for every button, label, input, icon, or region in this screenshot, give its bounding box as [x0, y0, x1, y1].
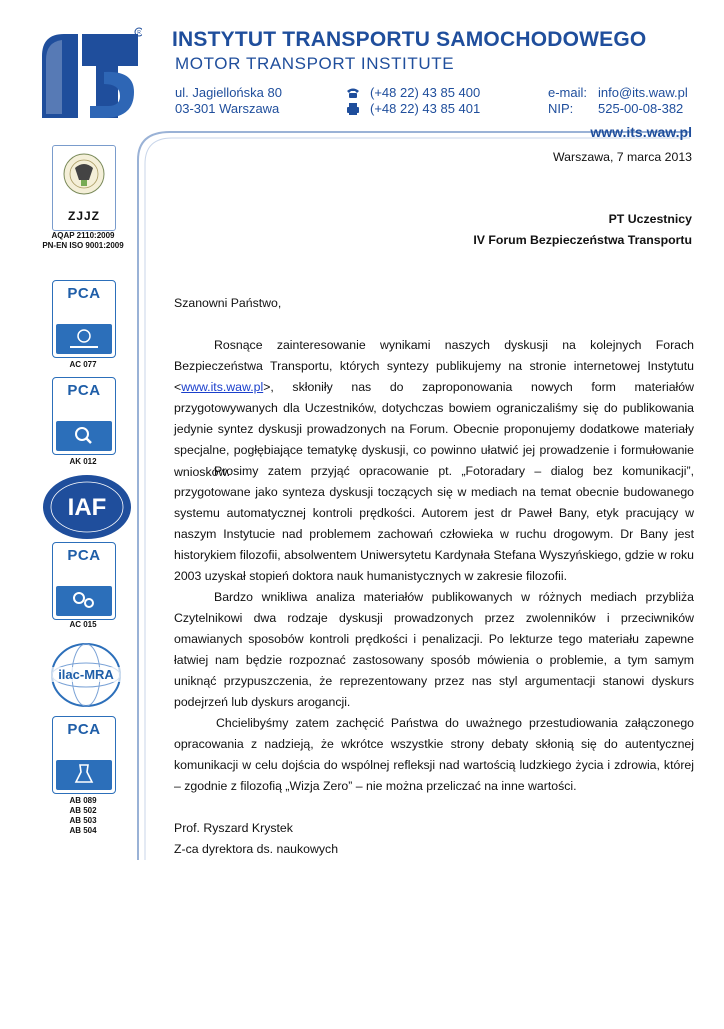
- pca-1-code: AC 077: [69, 360, 97, 369]
- standard-aqap: AQAP 2110:2009: [51, 231, 115, 240]
- pca-certificate-badge: [52, 377, 116, 455]
- iaf-badge: [42, 474, 132, 540]
- signature-title: Z-ca dyrektora ds. naukowych: [174, 842, 339, 856]
- pca-2-code: AK 012: [69, 457, 97, 466]
- lab-flask-icon: [56, 760, 112, 790]
- pca-4-code-2: AB 502: [69, 806, 97, 815]
- paragraph-3: Bardzo wnikliwa analiza materiałów publikowanych w różnych mediach przybliża Czytelnikowi dwa rodzaje dyskusji prowadzonych przez zwolenników i przeciwników omawianych sposobów kontroli prędkości i penalizacji. Po lekturze tego materiału zapewne łatwiej nam będzie rozpoznać zastosowany sposób mówienia o problemie, a tym samym uniknąć przypuszczenia, że reprezentowany przez nas styl argumentacji stanowi dyskurs podejrzeń lub dyskurs arogancji.: [174, 590, 694, 710]
- pca-label: PCA: [67, 547, 101, 564]
- website-inline-link[interactable]: www.its.waw.pl: [181, 380, 264, 395]
- institute-name-en: MOTOR TRANSPORT INSTITUTE: [175, 54, 455, 73]
- phone-icon: [346, 87, 360, 99]
- pca-label: PCA: [67, 721, 101, 738]
- pca-certificate-badge: [52, 542, 116, 620]
- ilac-label: ilac-MRA: [50, 667, 122, 682]
- institute-name-pl: INSTYTUT TRANSPORTU SAMOCHODOWEGO: [172, 28, 647, 51]
- magnifier-icon: [56, 421, 112, 451]
- its-logo: [38, 26, 142, 118]
- letter-date: Warszawa, 7 marca 2013: [553, 150, 692, 164]
- paragraph-2: Prosimy zatem przyjąć opracowanie pt. „Fotoradary – dialog bez komunikacji”, przygotowane jako synteza dyskusji toczących się w mediach na temat obecnie budowanego systemu automatycznej kontroli prędkości. Autorem jest dr Paweł Bany, etyk pracujący w naszym Instytucie nad problemem zachowań człowieka w ruchu drogowym. Dr Bany jest historykiem filozofii, absolwentem Uniwersytetu Kardynała Stefana Wyszyńskiego, gdzie w roku 2003 uzyskał stopień doktora nauk humanistycznych w zakresie filozofii.: [174, 464, 694, 584]
- email-value[interactable]: info@its.waw.pl: [598, 85, 688, 100]
- zjz-label: ZJJZ: [67, 209, 100, 223]
- phone-number: (+48 22) 43 85 400: [370, 85, 481, 100]
- certificate-seal-icon: [56, 324, 112, 354]
- paragraph-1-intro: Rosnące zainteresowanie wynikami naszych dyskusji na kolejnych Forach Bezpieczeństwa Transportu, których syntezy publikujemy na stronie internetowej Instytutu <: [174, 338, 694, 395]
- pca-3-code: AC 015: [69, 620, 97, 629]
- pca-4-code-3: AB 503: [69, 816, 97, 825]
- pca-certificate-badge: [52, 280, 116, 358]
- address-line-1: ul. Jagiellońska 80: [175, 85, 282, 100]
- email-label: e-mail:: [548, 85, 588, 100]
- nip-value: 525-00-08-382: [598, 101, 684, 116]
- zjz-certificate-badge: [52, 145, 116, 231]
- eagle-emblem-icon: [53, 146, 115, 206]
- address-line-2: 03-301 Warszawa: [175, 101, 280, 116]
- paragraph-4: Chcielibyśmy zatem zachęcić Państwa do uważnego przestudiowania załączonego opracowania z nadzieją, że wkrótce wszystkie strony debaty skłonią się do autentycznej komunikacji w celu dojścia do wspólnej refleksji nad wartością ludzkiego życia i zdrowia, której – zgodnie z filozofią „Wizja Zero” – nie można przeliczać na inne wartości.: [174, 716, 694, 794]
- nip-label: NIP:: [548, 101, 574, 116]
- salutation: Szanowni Państwo,: [174, 296, 282, 310]
- fax-number: (+48 22) 43 85 401: [370, 101, 481, 116]
- svg-text:R: R: [137, 30, 141, 36]
- pca-4-code-4: AB 504: [69, 826, 97, 835]
- paragraph-1-rest: >, skłoniły nas do zaproponowania nowych form materiałów przygotowywanych dla Uczestników, dotychczas bowiem ograniczaliśmy się do publikowania jedynie syntez dyskusji prowadzonych na Forum. Obecnie proponujemy dodatkowe materiały specjalne, pogłębiające tematykę dyskusji, co powinno ułatwić jej prowadzenie i formułowanie wniosków.: [174, 380, 694, 479]
- recipient-line-2: IV Forum Bezpieczeństwa Transportu: [473, 233, 692, 247]
- pca-certificate-badge: [52, 716, 116, 794]
- iaf-label: IAF: [67, 494, 107, 521]
- pca-4-code-1: AB 089: [69, 796, 97, 805]
- ilac-mra-badge: [50, 642, 122, 708]
- fax-icon: [346, 103, 360, 115]
- pca-label: PCA: [67, 285, 101, 302]
- standard-iso: PN-EN ISO 9001:2009: [42, 241, 124, 250]
- gears-icon: [56, 586, 112, 616]
- website-link[interactable]: www.its.waw.pl: [590, 124, 692, 140]
- signature-name: Prof. Ryszard Krystek: [174, 821, 293, 835]
- pca-label: PCA: [67, 382, 101, 399]
- recipient-line-1: PT Uczestnicy: [608, 212, 692, 226]
